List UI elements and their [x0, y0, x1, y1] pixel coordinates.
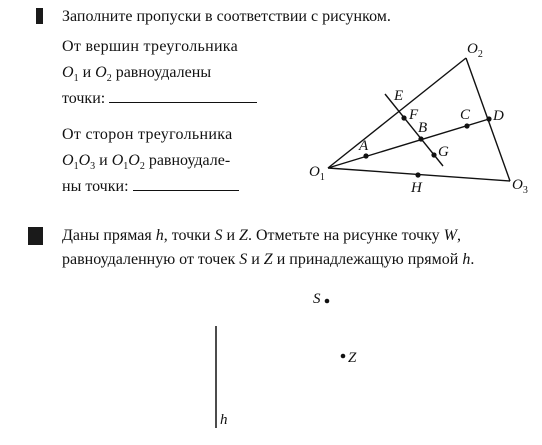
label-a: A: [359, 138, 369, 154]
label-e: E: [394, 88, 404, 104]
point-z: [341, 354, 346, 359]
label-d: D: [493, 108, 504, 124]
point-f: [401, 115, 406, 120]
question-2-line-1: От сторон треугольника: [62, 126, 233, 143]
point-c: [464, 123, 469, 128]
label-h: H: [411, 180, 422, 196]
point-s: [325, 299, 330, 304]
question-2-line-3: ны точки:: [62, 176, 239, 198]
question-2-line-2: $O_1O_3$ и $O_1O_2$ равноудале-: [62, 152, 231, 173]
label-s: S: [313, 291, 321, 307]
question-1-line-1: От вершин треугольника: [62, 38, 239, 55]
label-f: F: [409, 107, 419, 123]
label-o2: $O_2$: [467, 41, 483, 60]
question-1-line-2: $O_1$ и $O_2$ равноудалены: [62, 64, 212, 85]
label-o3: $O_3$: [512, 177, 528, 196]
task-1-instruction: Заполните пропуски в соответствии с рисунком.: [62, 8, 391, 25]
label-o1: $O_1$: [309, 164, 325, 183]
point-h: [415, 172, 420, 177]
label-z: Z: [348, 350, 357, 366]
label-h-line: h: [220, 412, 228, 428]
point-b: [418, 136, 423, 141]
label-b: B: [418, 120, 428, 136]
label-g: G: [438, 144, 449, 160]
task-2-line-2: равноудаленную от точек S и Z и принадлежащую прямой h.: [62, 251, 475, 268]
question-1-line-3: точки:: [62, 88, 257, 110]
task-2-line-1: Даны прямая h, точки S и Z. Отметьте на рисунке точку W,: [62, 227, 461, 244]
label-c: C: [460, 107, 471, 123]
point-d: [486, 116, 491, 121]
point-a: [363, 153, 368, 158]
point-g: [431, 152, 436, 157]
task-2-marker: [28, 227, 43, 245]
